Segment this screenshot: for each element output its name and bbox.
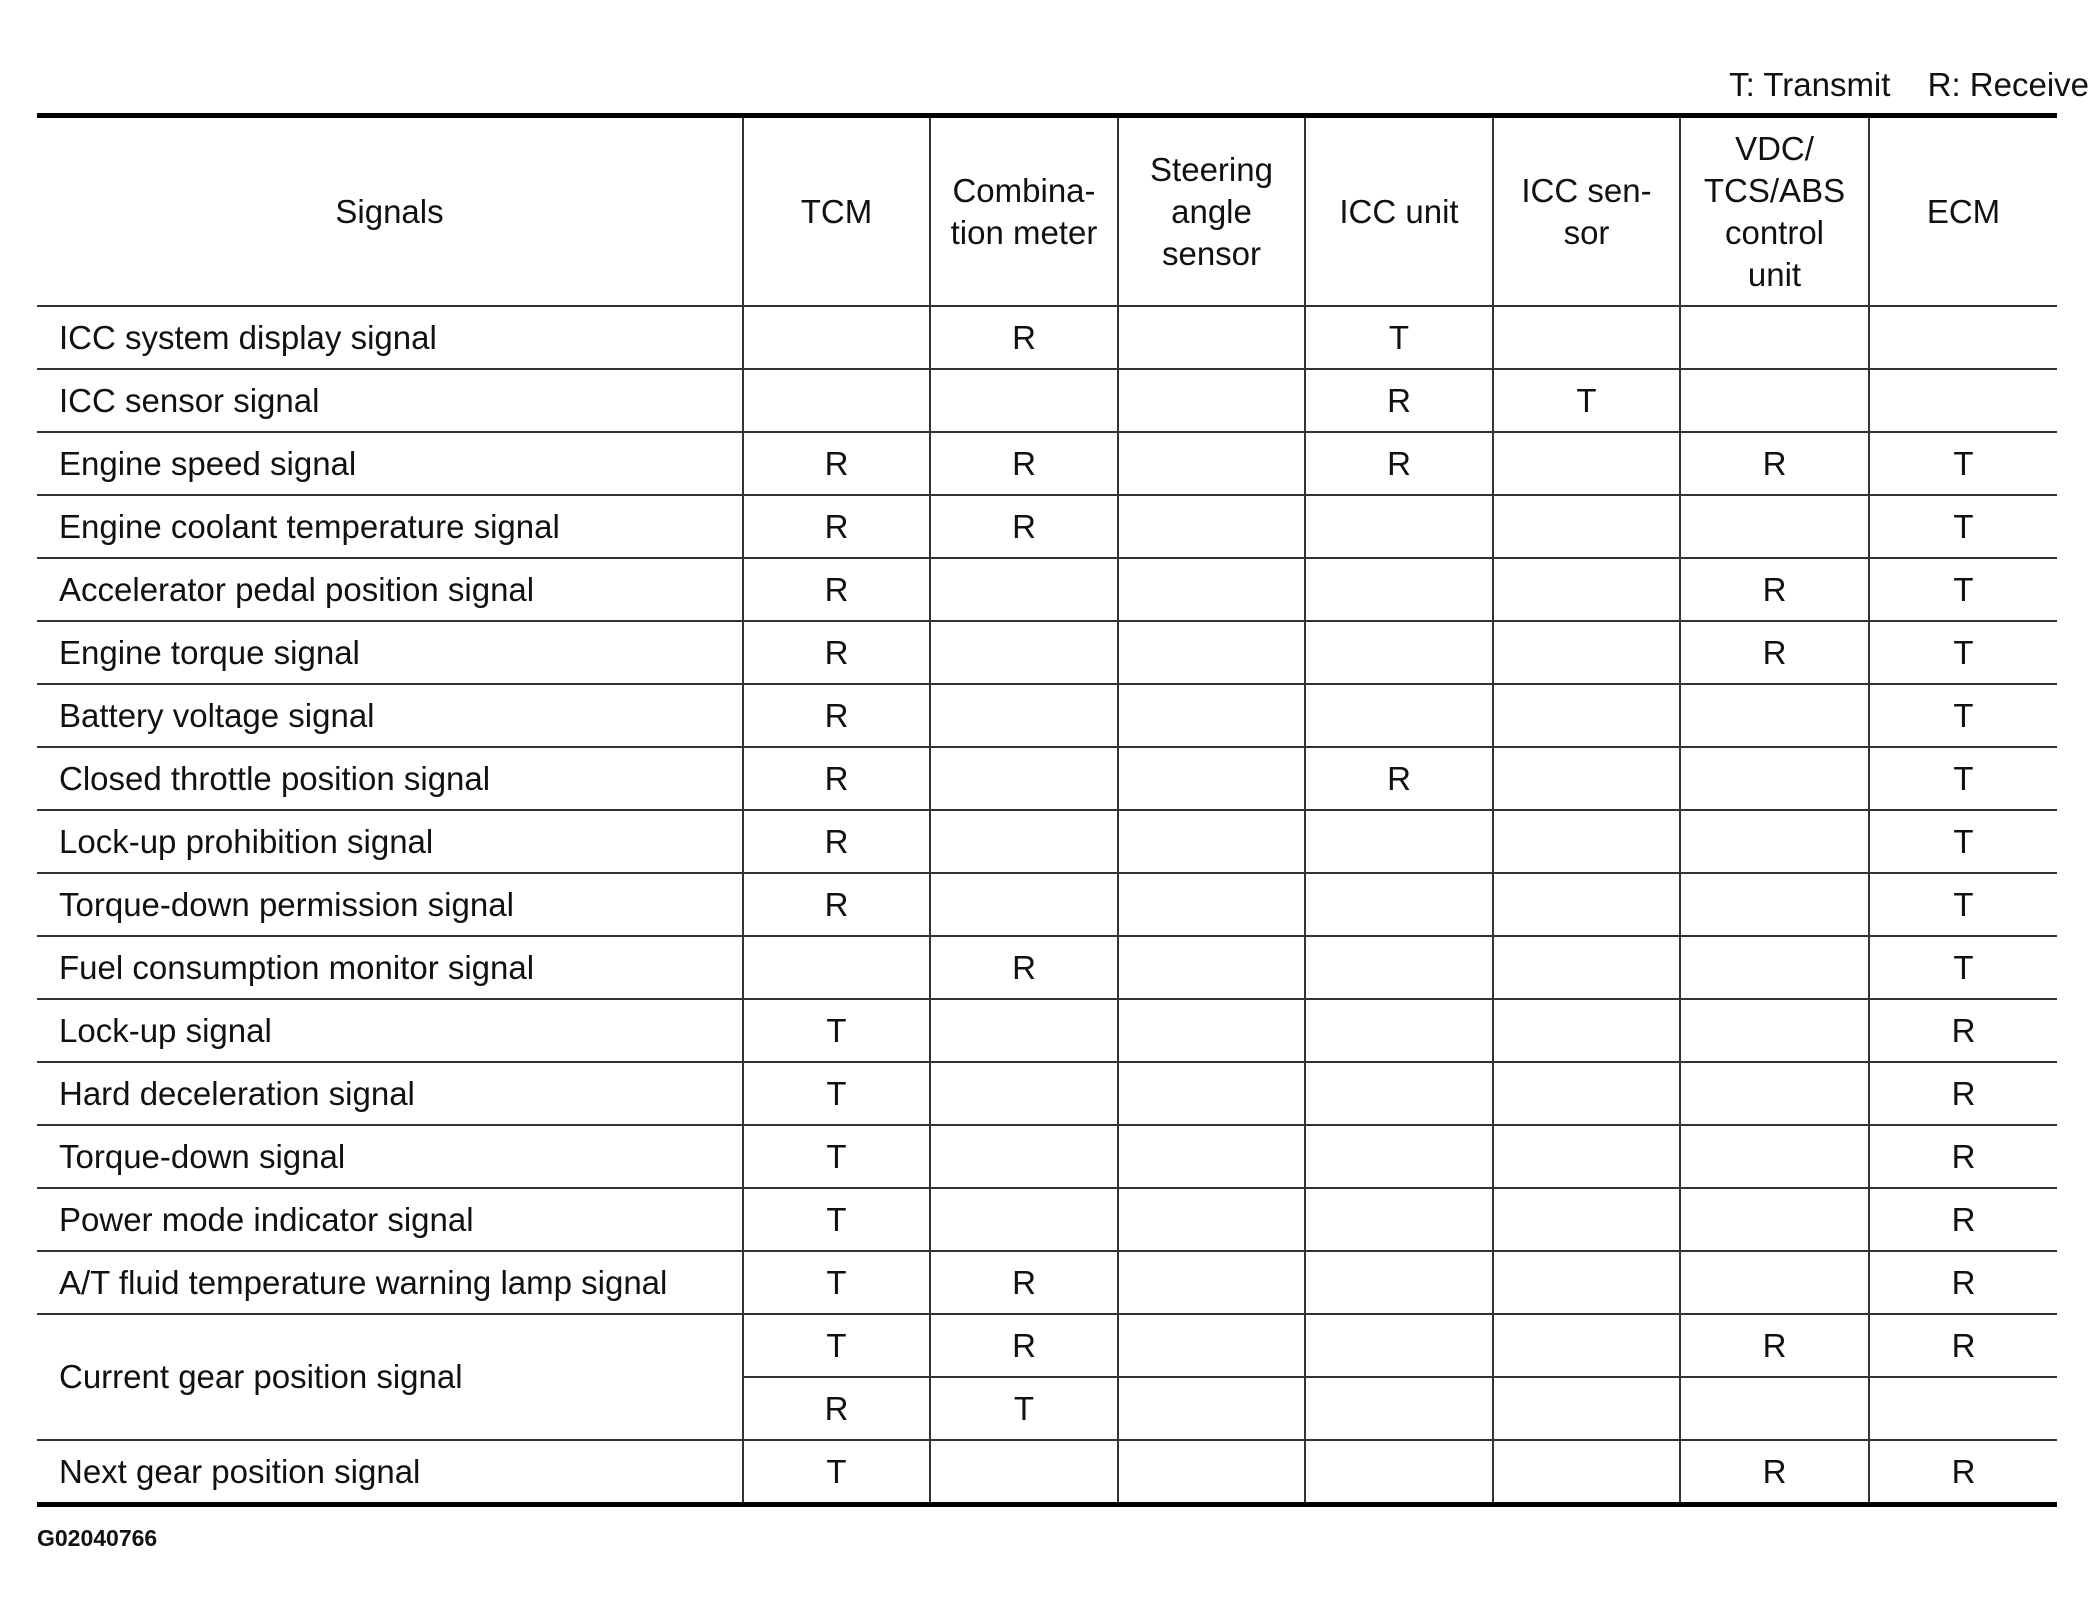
signal-cell xyxy=(1680,747,1869,810)
signal-cell: T xyxy=(1869,684,2057,747)
signal-cell: R xyxy=(1680,432,1869,495)
signal-cell: R xyxy=(743,684,930,747)
signal-cell xyxy=(1305,1125,1493,1188)
signal-name: ICC system display signal xyxy=(37,306,743,369)
signal-cell: R xyxy=(743,558,930,621)
signal-cell: R xyxy=(930,936,1118,999)
table-row xyxy=(37,1440,2057,1505)
signal-cell xyxy=(1869,369,2057,432)
signal-cell xyxy=(1305,684,1493,747)
signal-cell: R xyxy=(1869,1440,2057,1505)
column-header-line: Combina- xyxy=(952,171,1096,209)
column-header xyxy=(743,116,930,307)
signal-cell xyxy=(1680,1377,1869,1440)
signal-cell xyxy=(930,1440,1118,1505)
signal-cell xyxy=(1118,1314,1305,1377)
signal-cell: T xyxy=(1869,936,2057,999)
signal-cell xyxy=(930,873,1118,936)
signal-cell xyxy=(1118,747,1305,810)
column-header-line: TCM xyxy=(800,192,873,230)
signal-cell xyxy=(1493,1251,1680,1314)
signal-name: A/T fluid temperature warning lamp signal xyxy=(37,1251,743,1314)
legend-transmit: T: Transmit xyxy=(1729,66,1891,103)
signal-cell xyxy=(1493,1125,1680,1188)
signal-cell: T xyxy=(1493,369,1680,432)
signal-cell: R xyxy=(743,873,930,936)
table-row xyxy=(37,1062,2057,1125)
signal-cell: R xyxy=(743,621,930,684)
signal-cell xyxy=(1493,1377,1680,1440)
signal-cell xyxy=(1305,621,1493,684)
column-header-line: angle xyxy=(1171,192,1252,230)
signal-cell: T xyxy=(1305,306,1493,369)
signal-cell xyxy=(1118,873,1305,936)
signal-cell: R xyxy=(1869,1062,2057,1125)
signal-cell xyxy=(1118,684,1305,747)
signal-cell xyxy=(743,936,930,999)
signal-cell xyxy=(930,1188,1118,1251)
signal-cell xyxy=(930,621,1118,684)
signal-name: Lock-up signal xyxy=(37,999,743,1062)
table-row xyxy=(37,810,2057,873)
signal-cell xyxy=(1680,306,1869,369)
column-header-line: ICC sen- xyxy=(1521,171,1652,209)
signal-cell xyxy=(1305,1251,1493,1314)
signal-name: Engine speed signal xyxy=(37,432,743,495)
signal-cell: R xyxy=(743,1377,930,1440)
signal-cell xyxy=(1493,495,1680,558)
column-header-signals xyxy=(37,116,743,307)
column-header xyxy=(1118,116,1305,307)
signal-name: Hard deceleration signal xyxy=(37,1062,743,1125)
signal-name: Lock-up prohibition signal xyxy=(37,810,743,873)
column-header-line: sor xyxy=(1563,213,1610,251)
table-row xyxy=(37,1125,2057,1188)
signal-cell xyxy=(1305,1062,1493,1125)
table-row xyxy=(37,558,2057,621)
table-row xyxy=(37,432,2057,495)
signal-cell: R xyxy=(1869,1188,2057,1251)
signal-cell: T xyxy=(1869,810,2057,873)
table-row xyxy=(37,684,2057,747)
signal-cell xyxy=(1118,936,1305,999)
signal-cell: R xyxy=(1869,1314,2057,1377)
signal-name: Accelerator pedal position signal xyxy=(37,558,743,621)
signal-cell xyxy=(1305,495,1493,558)
signal-cell xyxy=(1680,873,1869,936)
header-row xyxy=(37,116,2057,307)
signal-cell xyxy=(1493,621,1680,684)
signal-cell xyxy=(1493,558,1680,621)
signal-cell: R xyxy=(930,1314,1118,1377)
signal-cell: T xyxy=(1869,873,2057,936)
signal-cell xyxy=(1305,873,1493,936)
signal-cell xyxy=(1118,999,1305,1062)
signal-cell xyxy=(930,810,1118,873)
legend-receive: R: Receive xyxy=(1927,66,2089,103)
signal-cell: R xyxy=(743,495,930,558)
signal-cell xyxy=(1680,1251,1869,1314)
signal-cell xyxy=(1118,306,1305,369)
signal-cell: R xyxy=(1869,999,2057,1062)
column-header-line: tion meter xyxy=(950,213,1098,251)
table-body xyxy=(37,306,2057,1505)
column-header-line: ICC unit xyxy=(1339,192,1459,230)
signal-cell: R xyxy=(930,495,1118,558)
column-header xyxy=(1680,116,1869,307)
signal-cell xyxy=(1305,810,1493,873)
signal-cell xyxy=(1493,1188,1680,1251)
signal-cell xyxy=(1680,1125,1869,1188)
signal-cell xyxy=(1305,936,1493,999)
signal-cell: T xyxy=(930,1377,1118,1440)
signal-cell xyxy=(930,558,1118,621)
table-row xyxy=(37,1188,2057,1251)
signal-cell xyxy=(1493,810,1680,873)
signal-cell xyxy=(1493,432,1680,495)
table-row xyxy=(37,936,2057,999)
signal-cell: R xyxy=(1680,621,1869,684)
signal-cell xyxy=(1305,1377,1493,1440)
signal-cell: R xyxy=(930,432,1118,495)
signal-cell xyxy=(1305,1188,1493,1251)
signal-cell xyxy=(1493,936,1680,999)
signal-name: Engine torque signal xyxy=(37,621,743,684)
table-row xyxy=(37,873,2057,936)
signal-cell xyxy=(1305,1314,1493,1377)
signal-cell xyxy=(1680,1188,1869,1251)
signal-cell xyxy=(1118,1062,1305,1125)
signal-name: Power mode indicator signal xyxy=(37,1188,743,1251)
signal-cell xyxy=(1118,810,1305,873)
signal-cell xyxy=(1118,495,1305,558)
figure-code: G02040766 xyxy=(37,1525,158,1551)
signal-name: Torque-down permission signal xyxy=(37,873,743,936)
signal-cell: T xyxy=(1869,495,2057,558)
signal-cell: R xyxy=(1869,1125,2057,1188)
signal-name: Engine coolant temperature signal xyxy=(37,495,743,558)
signal-cell: R xyxy=(1680,1440,1869,1505)
signal-cell: R xyxy=(1305,369,1493,432)
column-header-line: sensor xyxy=(1161,234,1262,272)
signal-cell: R xyxy=(743,747,930,810)
signal-cell: T xyxy=(743,1251,930,1314)
signal-name: ICC sensor signal xyxy=(37,369,743,432)
legend xyxy=(1729,66,2089,104)
signal-cell: T xyxy=(743,1125,930,1188)
signal-name: Next gear position signal xyxy=(37,1440,743,1505)
signal-cell xyxy=(1680,936,1869,999)
table-row xyxy=(37,1251,2057,1314)
table-row xyxy=(37,621,2057,684)
signal-cell: T xyxy=(743,999,930,1062)
column-header-line: control xyxy=(1724,213,1825,251)
table-row xyxy=(37,1314,2057,1377)
signal-cell xyxy=(1118,432,1305,495)
column-header-line: TCS/ABS xyxy=(1703,171,1846,209)
signal-name: Fuel consumption monitor signal xyxy=(37,936,743,999)
signal-cell xyxy=(1493,306,1680,369)
column-header xyxy=(1305,116,1493,307)
signal-cell: R xyxy=(1305,747,1493,810)
signal-name: Torque-down signal xyxy=(37,1125,743,1188)
signal-cell xyxy=(930,369,1118,432)
signal-name: Current gear position signal xyxy=(37,1314,743,1440)
table-row xyxy=(37,747,2057,810)
signal-cell xyxy=(1493,684,1680,747)
signal-cell xyxy=(1680,495,1869,558)
signal-table xyxy=(37,113,2057,1507)
signal-cell: T xyxy=(1869,558,2057,621)
signal-cell xyxy=(1493,1440,1680,1505)
signal-cell: R xyxy=(930,306,1118,369)
signal-name: Closed throttle position signal xyxy=(37,747,743,810)
signal-cell xyxy=(1680,810,1869,873)
signal-cell xyxy=(1305,558,1493,621)
signal-cell: T xyxy=(743,1314,930,1377)
table-row xyxy=(37,369,2057,432)
column-header xyxy=(1869,116,2057,307)
signal-cell xyxy=(1493,873,1680,936)
signal-cell xyxy=(1118,1377,1305,1440)
signal-cell xyxy=(1869,306,2057,369)
signal-cell xyxy=(1680,1062,1869,1125)
column-header-line: unit xyxy=(1747,255,1802,293)
signal-cell: T xyxy=(743,1062,930,1125)
signal-cell: R xyxy=(1680,558,1869,621)
signal-cell xyxy=(1680,999,1869,1062)
signal-cell xyxy=(1869,1377,2057,1440)
signal-name: Battery voltage signal xyxy=(37,684,743,747)
signal-cell xyxy=(1118,621,1305,684)
signal-cell xyxy=(1118,1188,1305,1251)
signal-cell xyxy=(930,1125,1118,1188)
signal-cell xyxy=(930,684,1118,747)
signal-cell xyxy=(1493,747,1680,810)
column-header-line: Signals xyxy=(335,192,444,230)
signal-cell: R xyxy=(1869,1251,2057,1314)
signal-cell xyxy=(1118,1440,1305,1505)
signal-cell xyxy=(930,1062,1118,1125)
table-row xyxy=(37,999,2057,1062)
table-row xyxy=(37,495,2057,558)
signal-cell: R xyxy=(930,1251,1118,1314)
signal-cell xyxy=(1680,684,1869,747)
column-header-line: Steering xyxy=(1150,150,1273,188)
signal-cell xyxy=(1118,558,1305,621)
signal-cell xyxy=(1493,999,1680,1062)
column-header-line: VDC/ xyxy=(1735,129,1814,167)
signal-cell xyxy=(1118,369,1305,432)
signal-cell: T xyxy=(743,1188,930,1251)
signal-cell xyxy=(1680,369,1869,432)
signal-cell: T xyxy=(743,1440,930,1505)
signal-cell xyxy=(1118,1251,1305,1314)
signal-cell: T xyxy=(1869,432,2057,495)
table-row xyxy=(37,306,2057,369)
signal-cell xyxy=(930,747,1118,810)
signal-cell: R xyxy=(1680,1314,1869,1377)
signal-cell: R xyxy=(743,432,930,495)
signal-cell xyxy=(1118,1125,1305,1188)
signal-cell xyxy=(1305,1440,1493,1505)
column-header xyxy=(930,116,1118,307)
column-header-line: ECM xyxy=(1926,192,2001,230)
column-header xyxy=(1493,116,1680,307)
signal-cell: T xyxy=(1869,747,2057,810)
signal-cell xyxy=(930,999,1118,1062)
signal-cell xyxy=(1493,1062,1680,1125)
signal-cell xyxy=(743,369,930,432)
signal-cell xyxy=(1305,999,1493,1062)
signal-cell: R xyxy=(743,810,930,873)
signal-cell xyxy=(1493,1314,1680,1377)
signal-cell: T xyxy=(1869,621,2057,684)
signal-cell xyxy=(743,306,930,369)
signal-cell: R xyxy=(1305,432,1493,495)
